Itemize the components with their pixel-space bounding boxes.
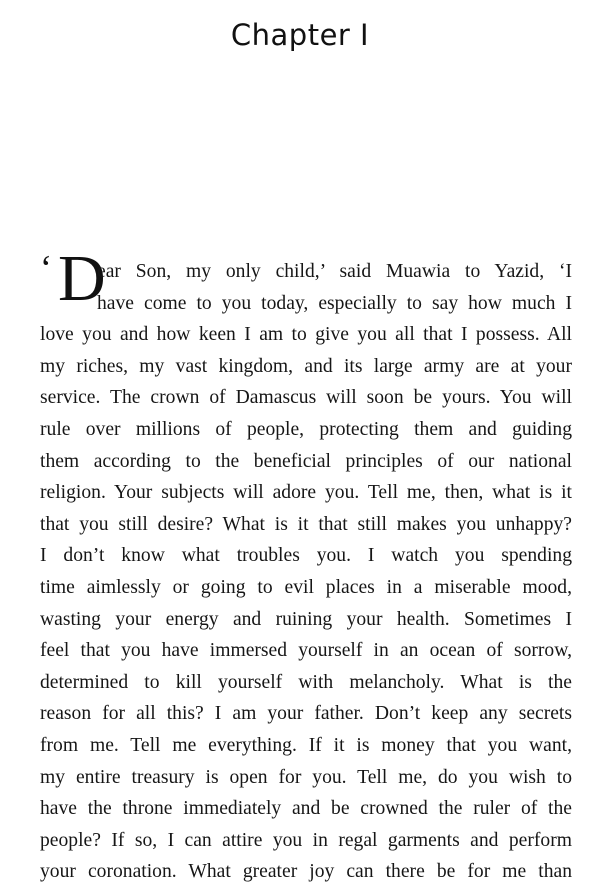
- opening-quote-mark: ‘: [40, 248, 52, 288]
- text-line: your coronation. What greater joy can there be for me than: [40, 861, 572, 883]
- chapter-title: Chapter I: [230, 18, 370, 52]
- text-line: I don’t know what troubles you. I watch you spending: [40, 545, 572, 567]
- text-line: people? If so, I can attire you in regal garments and perform: [40, 829, 572, 851]
- text-line: my riches, my vast kingdom, and its large army are at your: [40, 355, 572, 377]
- chapter-body-paragraph: [40, 256, 572, 888]
- text-line: have the throne immediately and be crowned the ruler of the: [40, 798, 572, 820]
- drop-cap-letter: D: [58, 242, 106, 315]
- text-line: determined to kill yourself with melancholy. What is the: [40, 671, 572, 693]
- text-line: my entire treasury is open for you. Tell me, do you wish to: [40, 766, 572, 788]
- text-line: service. The crown of Damascus will soon be yours. You will: [40, 387, 572, 409]
- text-line: them according to the beneficial principles of our national: [40, 450, 572, 472]
- text-line: love you and how keen I am to give you all that I possess. All: [40, 324, 572, 346]
- text-line: have come to you today, especially to say how much I: [97, 292, 572, 314]
- text-line: feel that you have immersed yourself in an ocean of sorrow,: [40, 640, 572, 662]
- text-line: time aimlessly or going to evil places in a miserable mood,: [40, 576, 572, 598]
- text-line: rule over millions of people, protecting them and guiding: [40, 418, 572, 440]
- text-line: religion. Your subjects will adore you. Tell me, then, what is it: [40, 482, 572, 504]
- text-line: ear Son, my only child,’ said Muawia to Yazid, ‘I: [97, 261, 572, 282]
- text-line: wasting your energy and ruining your health. Sometimes I: [40, 608, 572, 630]
- text-line: that you still desire? What is it that still makes you unhappy?: [40, 513, 572, 535]
- text-line: from me. Tell me everything. If it is money that you want,: [40, 734, 572, 756]
- text-line: reason for all this? I am your father. Don’t keep any secrets: [40, 703, 572, 725]
